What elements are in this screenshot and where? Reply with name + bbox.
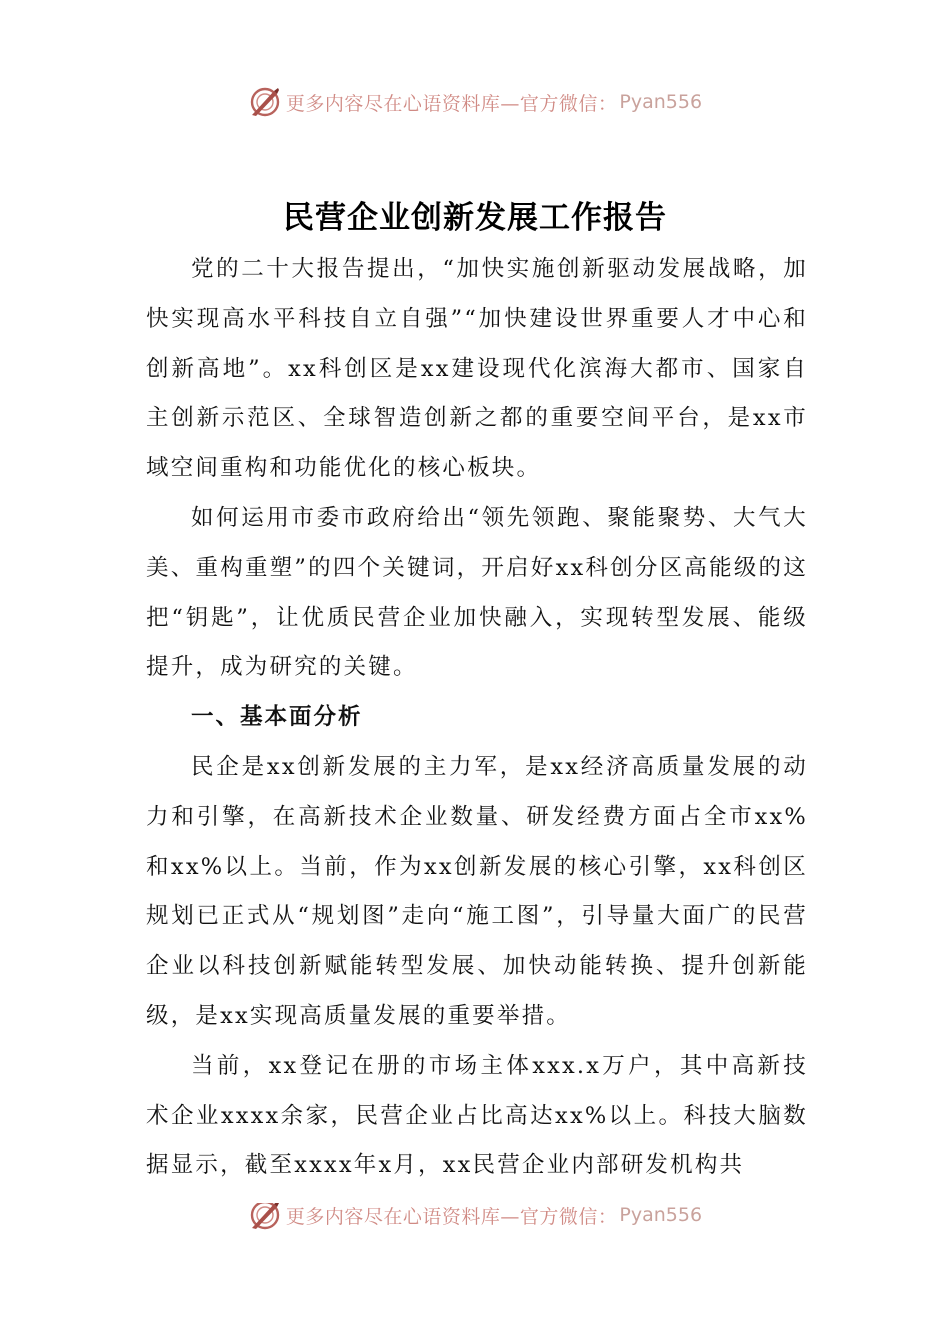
document-body — [146, 245, 808, 1191]
watermark-wechat-id: Pyan556 — [619, 91, 703, 113]
paragraph: 民企是xx创新发展的主力军，是xx经济高质量发展的动力和引擎，在高新技术企业数量、研发经费方面占全市xx%和xx%以上。当前，作为xx创新发展的核心引擎，xx科创区规划已正式从“规划图”走向“施工图”，引导量大面广的民营企业以科技创新赋能转型发展、加快动能转换、提升创新能级，是xx实现高质量发展的重要举措。 — [146, 753, 808, 1029]
paragraph: 党的二十大报告提出，“加快实施创新驱动发展战略，加快实现高水平科技自立自强”“加快建设世界重要人才中心和创新高地”。xx科创区是xx建设现代化滨海大都市、国家自主创新示范区、全球智造创新之都的重要空间平台，是xx市域空间重构和功能优化的核心板块。 — [146, 256, 808, 482]
watermark-header-inner — [248, 85, 702, 119]
watermark-wechat-id: Pyan556 — [619, 1204, 703, 1226]
document-title: 民营企业创新发展工作报告 — [283, 200, 667, 236]
paragraph: 如何运用市委市政府给出“领先领跑、聚能聚势、大气大美、重构重塑”的四个关键词，开启好xx科创分区高能级的这把“钥匙”，让优质民营企业加快融入，实现转型发展、能级提升，成为研究的关键。 — [146, 504, 808, 681]
pen-circle-logo-icon — [248, 85, 282, 119]
watermark-footer — [0, 1203, 950, 1239]
watermark-text: 更多内容尽在心语资料库—官方微信： — [285, 1205, 618, 1228]
pen-circle-logo-icon — [248, 1203, 282, 1232]
section-heading: 一、基本面分析 — [191, 704, 363, 731]
paragraph: 当前，xx登记在册的市场主体xxx.x万户，其中高新技术企业xxxx余家，民营企业占比高达xx%以上。科技大脑数据显示，截至xxxx年x月，xx民营企业内部研发机构共 — [146, 1052, 808, 1179]
watermark-text: 更多内容尽在心语资料库—官方微信： — [285, 92, 618, 115]
watermark-footer-inner — [248, 1203, 702, 1232]
watermark-header — [0, 82, 950, 122]
